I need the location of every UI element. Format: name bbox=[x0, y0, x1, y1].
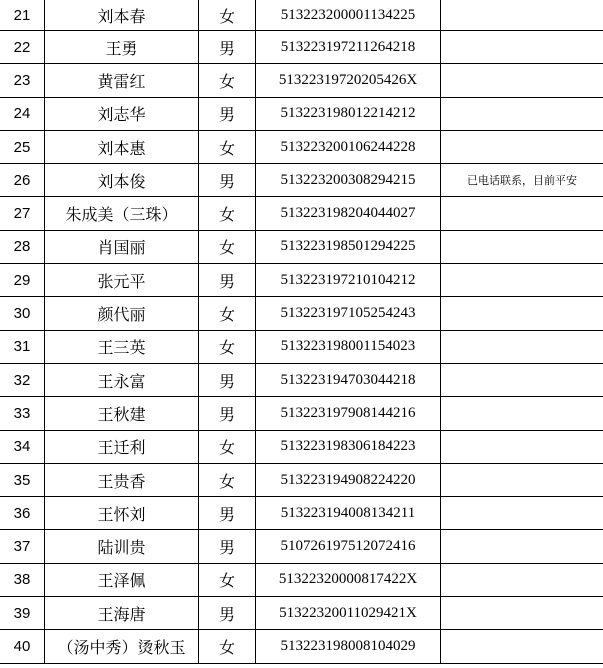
person-name: 黄雷红 bbox=[45, 64, 199, 97]
gender: 男 bbox=[199, 363, 256, 396]
gender: 女 bbox=[199, 130, 256, 163]
row-number: 37 bbox=[0, 530, 45, 563]
person-name: 王海唐 bbox=[45, 597, 199, 630]
table-row bbox=[0, 630, 603, 663]
person-name: 张元平 bbox=[45, 264, 199, 297]
person-name: 陆训贵 bbox=[45, 530, 199, 563]
person-name: 王怀刘 bbox=[45, 497, 199, 530]
row-number: 29 bbox=[0, 264, 45, 297]
gender: 女 bbox=[199, 0, 256, 31]
id-number: 513223194703044218 bbox=[256, 363, 441, 396]
remark bbox=[441, 630, 603, 663]
remark bbox=[441, 563, 603, 596]
row-number: 27 bbox=[0, 197, 45, 230]
table-row bbox=[0, 530, 603, 563]
table-row bbox=[0, 597, 603, 630]
table-row bbox=[0, 363, 603, 396]
gender: 男 bbox=[199, 164, 256, 197]
row-number: 36 bbox=[0, 497, 45, 530]
table-row bbox=[0, 297, 603, 330]
id-number: 513223198306184223 bbox=[256, 430, 441, 463]
id-number: 513223197908144216 bbox=[256, 397, 441, 430]
id-number: 513223198001154023 bbox=[256, 330, 441, 363]
remark bbox=[441, 297, 603, 330]
row-number: 31 bbox=[0, 330, 45, 363]
row-number: 24 bbox=[0, 97, 45, 130]
table-row bbox=[0, 463, 603, 496]
person-name: 王泽佩 bbox=[45, 563, 199, 596]
id-number: 513223194008134211 bbox=[256, 497, 441, 530]
remark bbox=[441, 463, 603, 496]
person-name: （汤中秀）烫秋玉 bbox=[45, 630, 199, 663]
remark bbox=[441, 230, 603, 263]
table-row bbox=[0, 230, 603, 263]
person-name: 肖国丽 bbox=[45, 230, 199, 263]
table-row bbox=[0, 330, 603, 363]
remark bbox=[441, 97, 603, 130]
id-number: 513223197210104212 bbox=[256, 264, 441, 297]
table-row bbox=[0, 31, 603, 64]
table-row bbox=[0, 97, 603, 130]
gender: 男 bbox=[199, 597, 256, 630]
remark bbox=[441, 363, 603, 396]
gender: 女 bbox=[199, 230, 256, 263]
gender: 男 bbox=[199, 31, 256, 64]
remark bbox=[441, 31, 603, 64]
person-name: 刘志华 bbox=[45, 97, 199, 130]
gender: 男 bbox=[199, 397, 256, 430]
row-number: 25 bbox=[0, 130, 45, 163]
person-name: 王迁利 bbox=[45, 430, 199, 463]
remark bbox=[441, 264, 603, 297]
row-number: 30 bbox=[0, 297, 45, 330]
remark bbox=[441, 530, 603, 563]
id-number: 513223198204044027 bbox=[256, 197, 441, 230]
remark bbox=[441, 330, 603, 363]
gender: 男 bbox=[199, 530, 256, 563]
id-number: 51322320011029421X bbox=[256, 597, 441, 630]
remark bbox=[441, 430, 603, 463]
row-number: 28 bbox=[0, 230, 45, 263]
remark bbox=[441, 0, 603, 31]
person-name: 王贵香 bbox=[45, 463, 199, 496]
id-number: 51322320000817422X bbox=[256, 563, 441, 596]
id-number: 513223194908224220 bbox=[256, 463, 441, 496]
table-row bbox=[0, 497, 603, 530]
person-name: 王秋建 bbox=[45, 397, 199, 430]
id-number: 513223200001134225 bbox=[256, 0, 441, 31]
person-name: 朱成美（三珠） bbox=[45, 197, 199, 230]
gender: 女 bbox=[199, 330, 256, 363]
id-number: 513223198501294225 bbox=[256, 230, 441, 263]
person-name: 刘本惠 bbox=[45, 130, 199, 163]
person-name: 刘本春 bbox=[45, 0, 199, 31]
remark bbox=[441, 130, 603, 163]
gender: 女 bbox=[199, 197, 256, 230]
gender: 女 bbox=[199, 463, 256, 496]
row-number: 32 bbox=[0, 363, 45, 396]
gender: 男 bbox=[199, 264, 256, 297]
table-row bbox=[0, 197, 603, 230]
gender: 女 bbox=[199, 563, 256, 596]
id-number: 51322319720205426X bbox=[256, 64, 441, 97]
row-number: 39 bbox=[0, 597, 45, 630]
table-row bbox=[0, 563, 603, 596]
person-name: 王勇 bbox=[45, 31, 199, 64]
gender: 女 bbox=[199, 64, 256, 97]
id-number: 510726197512072416 bbox=[256, 530, 441, 563]
id-number: 513223197105254243 bbox=[256, 297, 441, 330]
person-name: 颜代丽 bbox=[45, 297, 199, 330]
remark bbox=[441, 197, 603, 230]
person-name: 刘本俊 bbox=[45, 164, 199, 197]
remark bbox=[441, 597, 603, 630]
id-number: 513223197211264218 bbox=[256, 31, 441, 64]
remark bbox=[441, 497, 603, 530]
gender: 男 bbox=[199, 97, 256, 130]
row-number: 33 bbox=[0, 397, 45, 430]
remark: 已电话联系，目前平安 bbox=[441, 164, 603, 197]
table-row bbox=[0, 130, 603, 163]
row-number: 21 bbox=[0, 0, 45, 31]
person-name: 王永富 bbox=[45, 363, 199, 396]
table-row bbox=[0, 264, 603, 297]
gender: 女 bbox=[199, 430, 256, 463]
table-row bbox=[0, 64, 603, 97]
row-number: 40 bbox=[0, 630, 45, 663]
row-number: 22 bbox=[0, 31, 45, 64]
gender: 男 bbox=[199, 497, 256, 530]
row-number: 23 bbox=[0, 64, 45, 97]
row-number: 26 bbox=[0, 164, 45, 197]
table-row bbox=[0, 164, 603, 197]
id-number: 513223200308294215 bbox=[256, 164, 441, 197]
gender: 女 bbox=[199, 630, 256, 663]
id-number: 513223200106244228 bbox=[256, 130, 441, 163]
gender: 女 bbox=[199, 297, 256, 330]
remark bbox=[441, 64, 603, 97]
table-row bbox=[0, 0, 603, 31]
row-number: 38 bbox=[0, 563, 45, 596]
row-number: 35 bbox=[0, 463, 45, 496]
id-number: 513223198008104029 bbox=[256, 630, 441, 663]
table-row bbox=[0, 397, 603, 430]
row-number: 34 bbox=[0, 430, 45, 463]
id-number: 513223198012214212 bbox=[256, 97, 441, 130]
person-name: 王三英 bbox=[45, 330, 199, 363]
remark bbox=[441, 397, 603, 430]
table-row bbox=[0, 430, 603, 463]
